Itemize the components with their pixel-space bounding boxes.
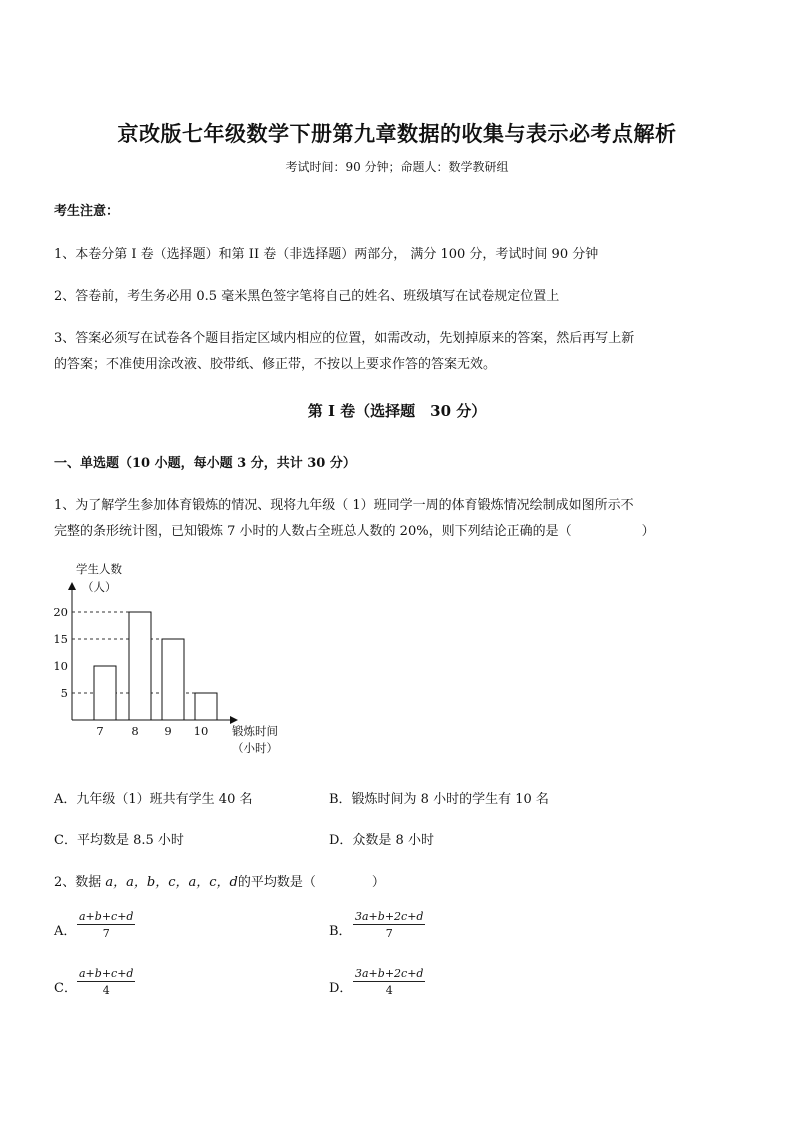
q1-option-b[interactable]: B．锻炼时间为 8 小时的学生有 10 名: [329, 792, 549, 807]
x-tick-label: 8: [131, 724, 139, 738]
q2-option-d-fraction[interactable]: [353, 967, 425, 997]
x-tick-label: 9: [164, 724, 172, 738]
q1-stem-text: 完整的条形统计图，已知锻炼 7 小时的人数占全班总人数的 20%，则下列结论正确的是（: [54, 524, 572, 539]
q2-stem-close: ）: [371, 875, 385, 890]
bar-10: [195, 693, 217, 720]
y-tick-label: 5: [60, 686, 68, 700]
fraction-numerator: a+b+c+d: [79, 910, 134, 923]
x-tick-label: 10: [193, 724, 209, 738]
bar-7: [94, 666, 116, 720]
q2-stem-vars: a，a，b，c，a，c，d: [105, 875, 238, 890]
x-tick-label: 7: [96, 724, 104, 738]
notice-item-3-line1: 3、答案必须写在试卷各个题目指定区域内相应的位置，如需改动，先划掉原来的答案，然后再写上新: [54, 331, 635, 346]
page-title: 京改版七年级数学下册第九章数据的收集与表示必考点解析: [117, 121, 677, 146]
y-tick-label: 15: [53, 632, 68, 646]
fraction-denominator: 7: [385, 927, 393, 940]
bar-8: [129, 612, 151, 720]
notice-item-2: 2、答卷前，考生务必用 0.5 毫米黑色签字笔将自己的姓名、班级填写在试卷规定位置上: [54, 289, 560, 304]
fraction-denominator: 7: [102, 927, 110, 940]
y-axis-label-line1: 学生人数: [76, 562, 122, 576]
fraction-numerator: 3a+b+2c+d: [355, 910, 424, 923]
q2-option-d-label[interactable]: D．: [329, 981, 353, 996]
part-title: 一、单选题（10 小题，每小题 3 分，共计 30 分）: [54, 456, 356, 471]
q2-option-b-label[interactable]: B．: [329, 924, 352, 939]
q1-option-c[interactable]: C．平均数是 8.5 小时: [54, 833, 184, 848]
q2-option-a-label[interactable]: A．: [54, 924, 77, 939]
q2-stem: [54, 871, 385, 890]
fraction-denominator: 4: [385, 984, 393, 997]
x-axis-label-line2: （小时）: [232, 741, 278, 755]
fraction-denominator: 4: [102, 984, 110, 997]
y-tick-label: 10: [53, 659, 68, 673]
notice-heading: 考生注意：: [54, 204, 120, 219]
q1-stem-line2: [54, 520, 655, 539]
exam-info: 考试时间：90 分钟；命题人：数学教研组: [285, 160, 509, 174]
fraction-numerator: 3a+b+2c+d: [355, 967, 424, 980]
q2-option-c-fraction[interactable]: [77, 967, 135, 997]
q2-option-b-fraction[interactable]: [353, 910, 425, 940]
q2-stem-post: 的平均数是（: [237, 875, 316, 890]
notice-item-1: 1、本卷分第 I 卷（选择题）和第 II 卷（非选择题）两部分， 满分 100 分，考试时间 90 分钟: [54, 247, 599, 262]
x-axis-label-line1: 锻炼时间: [232, 724, 278, 738]
section-title: 第 I 卷（选择题 30 分）: [307, 402, 487, 420]
notice-item-3-line2: 的答案；不准使用涂改液、胶带纸、修正带，不按以上要求作答的答案无效。: [54, 357, 497, 372]
bar-9: [162, 639, 184, 720]
q2-stem-pre: 2、数据: [54, 875, 106, 890]
y-tick-label: 20: [53, 605, 68, 619]
q2-option-c-label[interactable]: C．: [54, 981, 77, 996]
q1-option-a[interactable]: A．九年级（1）班共有学生 40 名: [54, 792, 253, 807]
q1-stem-line1: 1、为了解学生参加体育锻炼的情况、现将九年级（ 1）班同学一周的体育锻炼情况绘制成如图所示不: [54, 498, 634, 513]
q1-stem-close: ）: [641, 524, 655, 539]
bar-chart: [48, 558, 298, 763]
fraction-numerator: a+b+c+d: [79, 967, 134, 980]
q2-option-a-fraction[interactable]: [77, 910, 135, 940]
q1-option-d[interactable]: D．众数是 8 小时: [329, 833, 434, 848]
y-axis-label-line2: （人）: [82, 580, 117, 594]
